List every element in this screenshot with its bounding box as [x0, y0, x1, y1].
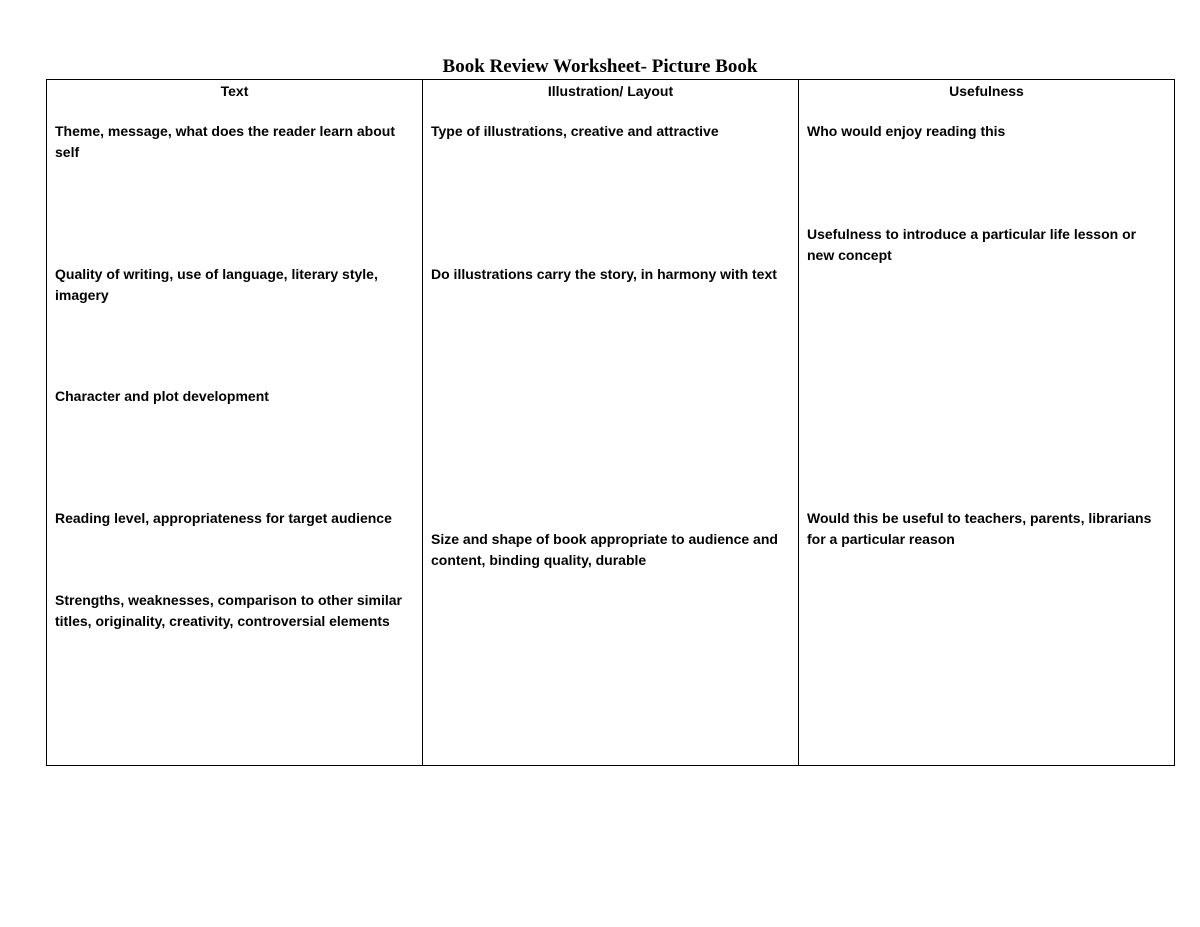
- column-header-illustration-layout: Illustration/ Layout: [547, 83, 674, 99]
- column-text: [47, 80, 423, 765]
- prompt-useful-to-teachers: Would this be useful to teachers, parents, librarians for a particular reason: [807, 510, 1152, 547]
- prompt-size-and-shape: Size and shape of book appropriate to audience and content, binding quality, durable: [431, 531, 778, 568]
- column-header-usefulness: Usefulness: [949, 83, 1024, 99]
- column-illustration-layout: [423, 80, 799, 765]
- column-header-text: Text: [220, 83, 249, 99]
- prompt-illustrations-carry-story: Do illustrations carry the story, in harmony with text: [431, 266, 777, 282]
- prompt-theme-message: Theme, message, what does the reader learn about self: [55, 123, 395, 160]
- page-title: Book Review Worksheet- Picture Book: [442, 56, 758, 77]
- prompt-quality-of-writing: Quality of writing, use of language, literary style, imagery: [55, 266, 378, 303]
- worksheet-table: [46, 79, 1175, 766]
- prompt-who-would-enjoy: Who would enjoy reading this: [807, 123, 1006, 139]
- prompt-character-plot: Character and plot development: [55, 388, 269, 404]
- prompt-type-of-illustrations: Type of illustrations, creative and attractive: [431, 123, 719, 139]
- prompt-reading-level: Reading level, appropriateness for target audience: [55, 510, 392, 526]
- prompt-strengths-weaknesses: Strengths, weaknesses, comparison to other similar titles, originality, creativity, controversial elements: [55, 592, 402, 629]
- column-usefulness: [799, 80, 1174, 765]
- prompt-life-lesson: Usefulness to introduce a particular life lesson or new concept: [807, 226, 1137, 263]
